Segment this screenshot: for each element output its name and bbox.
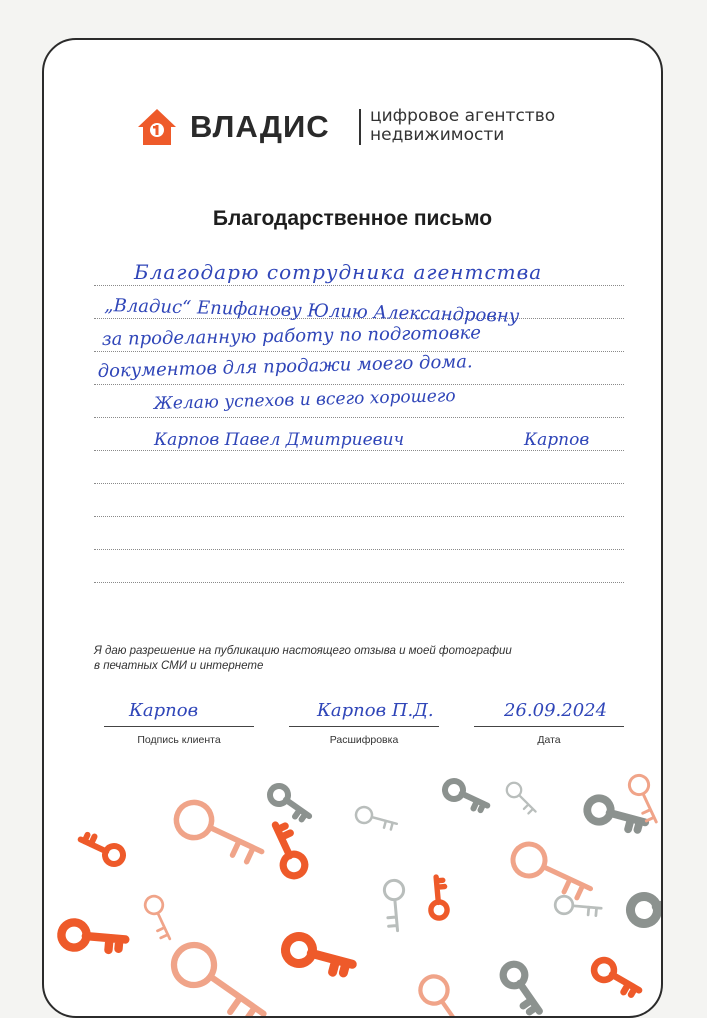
- signature-caption: Подпись клиента: [137, 734, 221, 746]
- decorative-keys-pattern: [44, 760, 663, 1018]
- page-title: Благодарственное письмо: [212, 207, 493, 230]
- tagline-line-1: цифровое агентство: [370, 106, 556, 126]
- tagline-line-2: недвижимости: [370, 125, 505, 145]
- date-underline: [474, 726, 624, 727]
- signature-value: Карпов: [129, 700, 199, 721]
- handwritten-line-3: за проделанную работу по подготовке: [101, 322, 482, 350]
- ruled-line: [94, 582, 624, 583]
- key-icon: [56, 773, 663, 1018]
- signature-row: [44, 690, 661, 750]
- decoding-caption: Расшифровка: [329, 734, 399, 746]
- decoding-underline: [289, 726, 439, 727]
- ruled-line: [94, 483, 624, 484]
- publication-consent: [94, 644, 624, 674]
- brand-name: ВЛАДИС: [190, 109, 330, 144]
- ruled-line: [94, 285, 624, 286]
- handwritten-line-1: Благодарю сотрудника агентства: [134, 260, 543, 284]
- ruled-line: [94, 516, 624, 517]
- date-caption: Дата: [537, 734, 561, 746]
- handwritten-signature: Карпов: [524, 430, 590, 450]
- ruled-line: [94, 351, 624, 352]
- handwritten-line-6: Карпов Павел Дмитриевич: [154, 430, 405, 450]
- consent-line-1: Я даю разрешение на публикацию настоящего отзыва и моей фотографии: [94, 645, 512, 657]
- date-value: 26.09.2024: [504, 700, 608, 721]
- handwritten-line-5: Желаю успехов и всего хорошего: [153, 386, 456, 414]
- handwritten-line-2: „Владис“ Епифанову Юлию Александровну: [104, 295, 520, 327]
- ruled-line: [94, 549, 624, 550]
- letter-sheet: [42, 38, 663, 1018]
- ruled-line: [94, 417, 624, 418]
- signature-underline: [104, 726, 254, 727]
- ruled-line: [94, 450, 624, 451]
- consent-line-2: в печатных СМИ и интернете: [94, 660, 264, 672]
- handwritten-line-4: документов для продажи моего дома.: [97, 351, 473, 382]
- decoding-value: Карпов П.Д.: [317, 700, 434, 721]
- ruled-line: [94, 384, 624, 385]
